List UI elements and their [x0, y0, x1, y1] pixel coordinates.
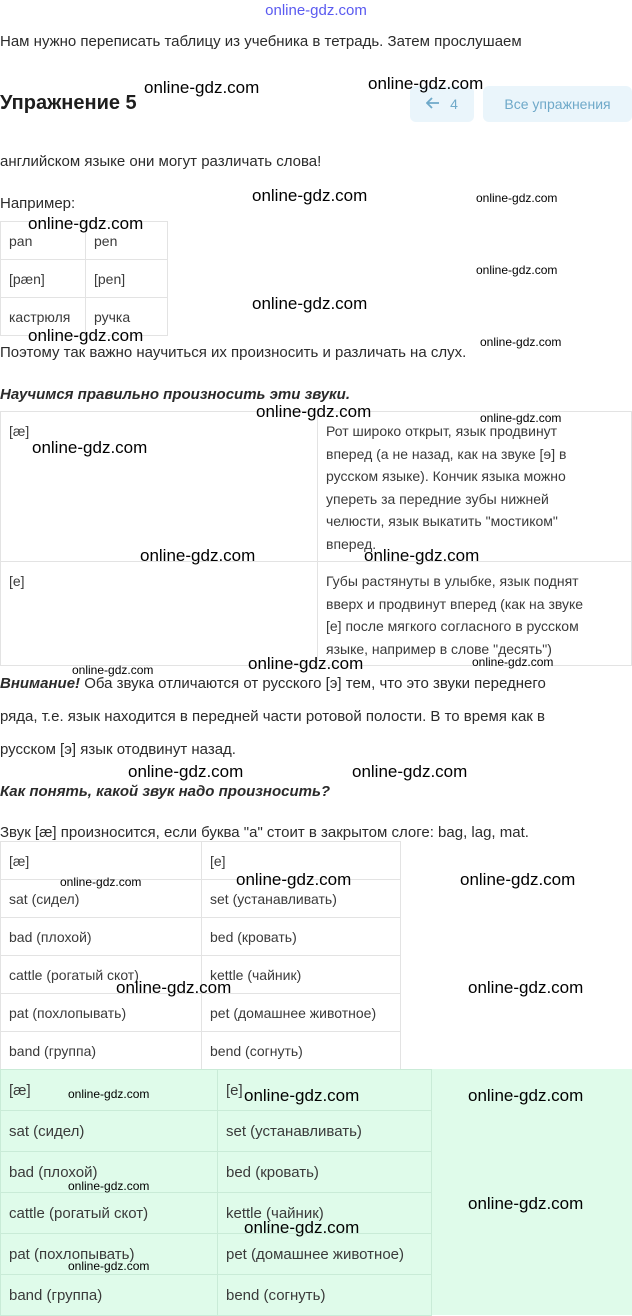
watermark: online-gdz.com [68, 1087, 150, 1101]
table-row: band (группа) bend (согнуть) [1, 1275, 432, 1316]
watermark: online-gdz.com [140, 546, 256, 565]
watermark: online-gdz.com [252, 186, 368, 205]
paragraph-important: Поэтому так важно научиться их произносить и различать на слух. [0, 344, 467, 361]
answer-table [0, 1069, 432, 1316]
previous-exercise-number: 4 [450, 96, 458, 112]
site-url: online-gdz.com [265, 2, 367, 19]
page-title: Упражнение 5 [0, 92, 137, 114]
watermark: online-gdz.com [68, 1259, 150, 1273]
watermark: online-gdz.com [252, 294, 368, 313]
watermark: online-gdz.com [480, 335, 562, 349]
table-cell: [pen] [86, 260, 168, 298]
watermark: online-gdz.com [472, 655, 554, 669]
arrow-left-icon [426, 96, 440, 112]
table-row: sat (сидел) set (устанавливать) [1, 880, 401, 918]
watermark: online-gdz.com [244, 1218, 360, 1237]
learn-heading: Научимся правильно произносить эти звуки. [0, 386, 350, 403]
table-row: cattle (рогатый скот) kettle (чайник) [1, 956, 401, 994]
watermark: online-gdz.com [244, 1086, 360, 1105]
watermark: online-gdz.com [72, 663, 154, 677]
table-cell: pan [1, 222, 86, 260]
watermark: online-gdz.com [460, 870, 576, 889]
intro-text: Нам нужно переписать таблицу из учебника в тетрадь. Затем прослушаем [0, 33, 522, 50]
watermark: online-gdz.com [60, 875, 142, 889]
watermark: online-gdz.com [28, 214, 144, 233]
all-exercises-button[interactable]: Все упражнения [483, 86, 632, 122]
watermark: online-gdz.com [236, 870, 352, 889]
watermark: online-gdz.com [128, 762, 244, 781]
rule-text: Звук [æ] произносится, если буква "а" стоит в закрытом слоге: bag, lag, mat. [0, 824, 529, 841]
watermark: online-gdz.com [248, 654, 364, 673]
table-cell: ручка [86, 298, 168, 336]
table-row: cattle (рогатый скот) kettle (чайник) [1, 1193, 432, 1234]
table-row: pat (похлопывать) pet (домашнее животное) [1, 994, 401, 1032]
watermark: online-gdz.com [352, 762, 468, 781]
watermark: online-gdz.com [480, 411, 562, 425]
table-row [1, 412, 632, 562]
table-row: pat (похлопывать) pet (домашнее животное) [1, 1234, 432, 1275]
how-heading: Как понять, какой звук надо произносить? [0, 783, 331, 800]
sound-symbol: [e] [1, 562, 318, 666]
table-row: bad (плохой) bed (кровать) [1, 918, 401, 956]
watermark: online-gdz.com [476, 191, 558, 205]
table-row: [æ] [e] [1, 1070, 432, 1111]
table-row: band (группа) bend (согнуть) [1, 1032, 401, 1070]
watermark: online-gdz.com [468, 1086, 584, 1105]
watermark: online-gdz.com [256, 402, 372, 421]
table-cell: pen [86, 222, 168, 260]
sound-description: Рот широко открыт, язык продвинут вперед (а не назад, как на звуке [ɘ] в русском языке). Кончик языка можно упереть за передние зубы нижней челюсти, язык выкатить "мостиком" вперед. [318, 412, 632, 562]
watermark: online-gdz.com [468, 978, 584, 997]
watermark: online-gdz.com [364, 546, 480, 565]
watermark: online-gdz.com [368, 74, 484, 93]
table-cell: кастрюля [1, 298, 86, 336]
watermark: online-gdz.com [68, 1179, 150, 1193]
watermark: online-gdz.com [476, 263, 558, 277]
attention-line-1: Внимание! Оба звука отличаются от русского [э] тем, что это звуки переднего [0, 675, 546, 692]
watermark: online-gdz.com [28, 326, 144, 345]
watermark: online-gdz.com [144, 78, 260, 97]
table-row [1, 562, 632, 666]
watermark: online-gdz.com [468, 1194, 584, 1213]
watermark: online-gdz.com [32, 438, 148, 457]
table-cell: [pæn] [1, 260, 86, 298]
table-row [1, 260, 168, 298]
sound-symbol: [æ] [1, 412, 318, 562]
example-label: Например: [0, 195, 76, 212]
paragraph-english: английском языке они могут различать слова! [0, 153, 322, 170]
table-row: bad (плохой) bed (кровать) [1, 1152, 432, 1193]
watermark: online-gdz.com [116, 978, 232, 997]
attention-line-3: русском [э] язык отодвинут назад. [0, 741, 236, 758]
table-row: sat (сидел) set (устанавливать) [1, 1111, 432, 1152]
example-table [0, 221, 168, 336]
attention-line-2: ряда, т.е. язык находится в передней части ротовой полости. В то время как в [0, 708, 545, 725]
sound-description: Губы растянуты в улыбке, язык поднят вверх и продвинут вперед (как на звуке [е] после мягкого согласного в русском языке, например в слове "десять") [318, 562, 632, 666]
table-row: [æ] [e] [1, 842, 401, 880]
